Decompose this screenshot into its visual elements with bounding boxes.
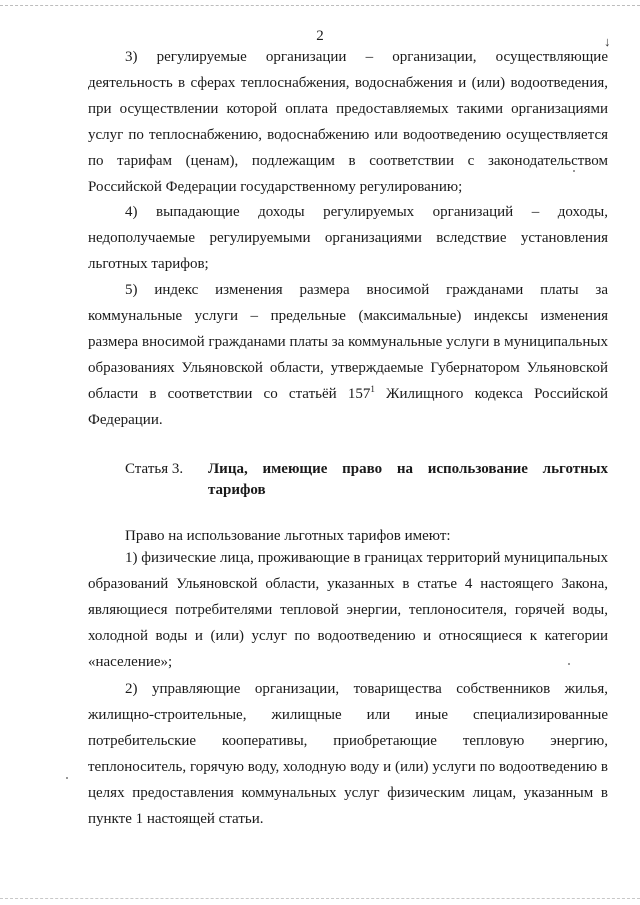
scan-speck: [573, 170, 575, 172]
definition-item-5: [88, 277, 608, 434]
article-point-2: 2) управляющие организации, товарищества собственников жилья, жилищно-строительные, жилищные или иные специализированные потребительские кооперативы, приобретающие тепловую энергию, теплоноситель, горячую воду, холодную воду и (или) услуги по водоотведению в целях предоставления коммунальных услуг физическим лицам, указанным в пункте 1 настоящей статьи.: [88, 681, 608, 828]
article-lead: Право на использование льготных тарифов имеют:: [125, 528, 451, 544]
definition-item-4: 4) выпадающие доходы регулируемых организаций – доходы, недополучаемые регулируемыми организациями вследствие установления льготных тарифов;: [88, 204, 608, 273]
article-point-1: 1) физические лица, проживающие в границах территорий муниципальных образований Ульяновской области, указанных в статье 4 настоящего Закона, являющиеся потребителями тепловой энергии, теплоносителя, горячей воды, холодной воды и (или) услуг по водоотведению и относящиеся к категории «население»;: [88, 550, 608, 671]
definition-item-5-text: 5) индекс изменения размера вносимой гражданами платы за коммунальные услуги – предельные (максимальные) индексы изменения размера вносимой гражданами платы за коммунальные услуги в муниципальных образованиях Ульяновской области, утверждаемые Губернатором Ульяновской области в соответствии со статьёй 157: [88, 282, 608, 403]
scan-speck: [568, 663, 570, 665]
article-title: Лица, имеющие право на использование льготных тарифов: [208, 461, 608, 498]
superscript-note: 1: [370, 384, 375, 395]
scan-speck: [66, 777, 68, 779]
definition-item-5-tail: Жилищного кодекса Российской Федерации.: [88, 386, 608, 429]
article-label: Статья 3.: [125, 461, 184, 477]
margin-mark: ↓: [604, 34, 611, 49]
page-number: 2: [316, 28, 324, 44]
scan-border-bottom: [0, 898, 640, 899]
scan-border-top: [0, 5, 640, 6]
definition-item-3: 3) регулируемые организации – организации, осуществляющие деятельность в сферах теплоснабжения, водоснабжения и (или) водоотведения, при осуществлении которой оплата предоставляемых такими организациями услуг по теплоснабжению, водоснабжению или водоотведению осуществляется по тарифам (ценам), подлежащим в соответствии с законодательством Российской Федерации государственному регулированию;: [88, 49, 608, 196]
